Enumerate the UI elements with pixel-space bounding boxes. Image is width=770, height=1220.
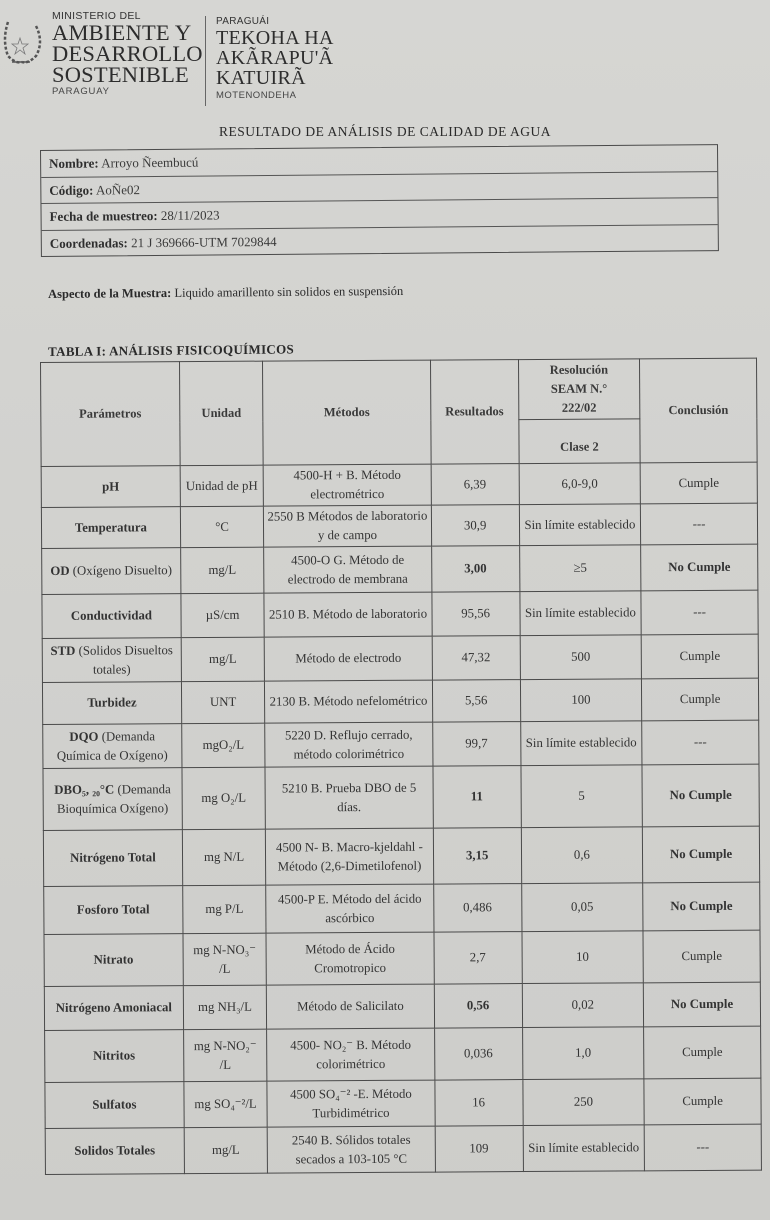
cell-limit: 100 xyxy=(520,679,642,722)
table-row xyxy=(44,882,760,934)
cell-result: 95,56 xyxy=(432,592,520,637)
info-label: Coordenadas: xyxy=(49,234,128,251)
cell-unit: mg N-NO₃⁻ /L xyxy=(183,933,267,986)
cell-conclusion: --- xyxy=(641,590,758,635)
cell-parameter xyxy=(44,934,183,987)
cell-conclusion: No Cumple xyxy=(643,982,760,1027)
cell-limit: 1,0 xyxy=(522,1027,644,1080)
table-row xyxy=(43,720,759,768)
guarani-logo xyxy=(216,16,334,101)
cell-result: 3,15 xyxy=(433,828,521,885)
cell-method: 4500-H + B. Método electrométrico xyxy=(263,464,431,506)
cell-result: 2,7 xyxy=(434,932,522,985)
cell-result: 16 xyxy=(435,1080,523,1127)
header-limit-line1: Resolución xyxy=(549,362,609,377)
cell-result: 5,56 xyxy=(432,680,520,723)
cell-method: 4500-P E. Método del ácido ascórbico xyxy=(266,884,434,933)
cell-method: 2540 B. Sólidos totales secados a 103-105 °C xyxy=(267,1126,435,1173)
parameter-name: Turbidez xyxy=(87,695,137,710)
sample-info-box xyxy=(40,144,719,257)
parameter-name: STD xyxy=(50,643,76,658)
table-row xyxy=(44,982,760,1030)
info-label: Nombre: xyxy=(49,155,99,171)
sample-aspect xyxy=(48,284,403,302)
header-limit xyxy=(518,359,640,420)
document-title: RESULTADO DE ANÁLISIS DE CALIDAD DE AGUA xyxy=(219,124,551,139)
coat-of-arms-icon xyxy=(0,12,44,68)
cell-parameter xyxy=(41,507,180,549)
cell-result: 0,036 xyxy=(434,1028,522,1081)
parameter-name: Conductividad xyxy=(70,608,153,623)
ministry-line4: SOSTENIBLE xyxy=(52,62,189,87)
cell-parameter xyxy=(45,1030,184,1083)
cell-unit: Unidad de pH xyxy=(180,465,264,507)
cell-method: 4500 SO₄⁻² -E. Método Turbidimétrico xyxy=(267,1080,435,1127)
table-row xyxy=(41,462,757,507)
cell-limit: 5 xyxy=(521,765,643,828)
guarani-line4: KATUIRÃ xyxy=(216,67,306,89)
cell-result: 0,486 xyxy=(433,884,521,933)
cell-parameter xyxy=(43,724,182,769)
info-label: Código: xyxy=(49,182,94,198)
cell-unit: mgO₂/L xyxy=(181,723,265,768)
info-value: Arroyo Ñeembucú xyxy=(101,154,199,171)
cell-parameter xyxy=(42,682,181,725)
cell-unit: mg NH₃/L xyxy=(183,985,267,1030)
table-row xyxy=(43,826,759,886)
cell-conclusion: No Cumple xyxy=(641,544,758,591)
cell-conclusion: No Cumple xyxy=(642,764,759,827)
table-row xyxy=(41,503,757,548)
parameter-name: Nitritos xyxy=(93,1048,136,1063)
cell-method: 4500 N- B. Macro-kjeldahl -Método (2,6-Dimetilofenol) xyxy=(266,828,434,885)
cell-limit: 10 xyxy=(522,931,644,984)
cell-parameter xyxy=(45,1128,184,1175)
table-row xyxy=(44,930,760,986)
info-value: AoÑe02 xyxy=(95,181,141,198)
info-row-coordinates xyxy=(42,225,718,256)
cell-parameter xyxy=(42,594,181,639)
cell-limit: ≥5 xyxy=(519,545,641,592)
header-result: Resultados xyxy=(430,360,519,465)
cell-unit: mg O₂/L xyxy=(182,767,266,830)
cell-method: 4500- NO₂⁻ B. Método colorimétrico xyxy=(267,1028,435,1081)
cell-result: 99,7 xyxy=(432,722,520,767)
table-row xyxy=(45,1026,761,1082)
table-row xyxy=(42,544,758,594)
cell-conclusion: No Cumple xyxy=(643,882,760,931)
parameter-note: (Demanda Bioquímica Oxígeno) xyxy=(56,781,171,816)
cell-conclusion: Cumple xyxy=(640,462,757,504)
cell-limit: Sin límite establecido xyxy=(523,1125,645,1172)
parameter-name: Sulfatos xyxy=(92,1097,137,1112)
ministry-country: PARAGUAY xyxy=(52,86,110,97)
aspect-value: Liquido amarillento sin solidos en suspensión xyxy=(174,283,404,300)
cell-parameter xyxy=(45,1082,184,1129)
cell-method: Método de Salicilato xyxy=(267,984,435,1029)
cell-parameter xyxy=(41,466,180,508)
header-class: Clase 2 xyxy=(518,419,640,464)
parameter-name: Fosforo Total xyxy=(76,902,150,917)
parameter-name: DQO xyxy=(69,729,99,744)
cell-parameter xyxy=(44,886,183,935)
cell-method: 5210 B. Prueba DBO de 5 días. xyxy=(265,766,433,829)
parameter-note: (Demanda Química de Oxígeno) xyxy=(56,728,168,763)
cell-conclusion: --- xyxy=(644,1124,761,1171)
parameter-name: Nitrógeno Total xyxy=(70,850,156,865)
cell-unit: UNT xyxy=(181,681,265,724)
cell-limit: 0,05 xyxy=(521,883,643,932)
header-param: Parámetros xyxy=(41,362,180,467)
table-row xyxy=(42,678,758,724)
parameter-name: pH xyxy=(102,479,120,494)
aspect-label: Aspecto de la Muestra: xyxy=(48,285,172,301)
info-label: Fecha de muestreo: xyxy=(49,207,158,224)
header xyxy=(0,4,400,110)
cell-result: 3,00 xyxy=(431,546,519,593)
header-conclusion: Conclusión xyxy=(640,358,757,463)
parameter-note: (Solidos Disueltos totales) xyxy=(78,642,173,677)
cell-unit: mg/L xyxy=(181,637,265,682)
cell-method: Método de electrodo xyxy=(264,636,432,681)
header-method: Métodos xyxy=(263,360,431,465)
cell-limit: Sin límite establecido xyxy=(520,591,642,636)
parameter-name: Temperatura xyxy=(74,519,147,535)
cell-parameter xyxy=(43,830,182,887)
guarani-line3: AKÃRAPU'Ã xyxy=(216,47,334,69)
ministry-line3: DESARROLLO xyxy=(52,41,203,66)
cell-parameter xyxy=(43,768,182,831)
cell-parameter xyxy=(44,986,183,1031)
cell-unit: mg SO₄⁻²/L xyxy=(184,1081,268,1128)
parameter-name: Nitrato xyxy=(93,952,134,967)
cell-unit: mg/L xyxy=(180,547,264,594)
table-title: TABLA I: ANÁLISIS FISICOQUÍMICOS xyxy=(48,341,295,359)
cell-method: 4500-O G. Método de electrodo de membrana xyxy=(264,546,432,593)
cell-limit: 0,02 xyxy=(522,983,644,1028)
cell-limit: 6,0-9,0 xyxy=(519,463,641,505)
guarani-line2: TEKOHA HA xyxy=(216,27,334,49)
parameter-name: OD xyxy=(50,563,70,578)
logo-divider xyxy=(205,16,206,106)
cell-method: 5220 D. Reflujo cerrado, método colorimétrico xyxy=(265,722,433,767)
cell-result: 11 xyxy=(433,766,521,829)
cell-parameter xyxy=(42,548,181,595)
cell-unit: mg N-NO₂⁻ /L xyxy=(183,1029,267,1082)
cell-result: 6,39 xyxy=(431,464,519,506)
table-row xyxy=(42,634,758,682)
cell-conclusion: --- xyxy=(641,503,758,545)
ministry-line1: MINISTERIO DEL xyxy=(52,10,141,22)
header-unit: Unidad xyxy=(179,361,263,466)
cell-conclusion: Cumple xyxy=(643,930,760,983)
cell-method: 2510 B. Método de laboratorio xyxy=(264,592,432,637)
header-limit-line2: SEAM N.° xyxy=(550,381,608,396)
cell-unit: mg/L xyxy=(184,1127,268,1174)
parameter-name: DBO₅, ₂₀°C xyxy=(54,782,115,797)
cell-result: 47,32 xyxy=(432,636,520,681)
table-body xyxy=(41,462,761,1174)
parameter-name: Nitrógeno Amoniacal xyxy=(55,1000,172,1015)
cell-unit: °C xyxy=(180,506,264,548)
guarani-line1: PARAGUÁI xyxy=(216,16,270,27)
table-row xyxy=(45,1124,761,1174)
cell-method: Método de Ácido Cromotropico xyxy=(266,932,434,985)
ministry-logo xyxy=(52,10,203,97)
cell-limit: Sin límite establecido xyxy=(520,721,642,766)
cell-conclusion: Cumple xyxy=(644,1026,761,1079)
cell-unit: mg N/L xyxy=(182,829,266,886)
cell-result: 109 xyxy=(435,1126,523,1173)
results-table-wrapper xyxy=(40,358,762,1175)
table-header-row xyxy=(41,358,757,422)
cell-result: 0,56 xyxy=(434,984,522,1029)
header-limit-line3: 222/02 xyxy=(561,400,597,415)
cell-conclusion: Cumple xyxy=(641,634,758,679)
info-value: 28/11/2023 xyxy=(160,207,220,223)
cell-limit: Sin límite establecido xyxy=(519,504,641,546)
cell-method: 2130 B. Método nefelométrico xyxy=(265,680,433,723)
parameter-name: Solidos Totales xyxy=(74,1143,156,1158)
cell-limit: 250 xyxy=(523,1079,645,1126)
info-value: 21 J 369666-UTM 7029844 xyxy=(131,233,277,250)
cell-parameter xyxy=(42,638,181,683)
guarani-sub: MOTENONDEHA xyxy=(216,90,297,101)
cell-conclusion: --- xyxy=(642,720,759,765)
cell-limit: 500 xyxy=(520,635,642,680)
cell-unit: mg P/L xyxy=(182,885,266,934)
table-row xyxy=(45,1078,761,1128)
table-row xyxy=(43,764,759,830)
cell-unit: µS/cm xyxy=(181,593,265,638)
cell-conclusion: Cumple xyxy=(642,678,759,721)
parameter-note: (Oxígeno Disuelto) xyxy=(72,563,172,578)
cell-method: 2550 B Métodos de laboratorio y de campo xyxy=(264,505,432,547)
cell-conclusion: No Cumple xyxy=(643,826,760,883)
results-table xyxy=(40,358,762,1175)
cell-conclusion: Cumple xyxy=(644,1078,761,1125)
cell-limit: 0,6 xyxy=(521,827,643,884)
table-row xyxy=(42,590,758,638)
cell-result: 30,9 xyxy=(431,505,519,547)
ministry-line2: AMBIENTE Y xyxy=(52,20,192,45)
